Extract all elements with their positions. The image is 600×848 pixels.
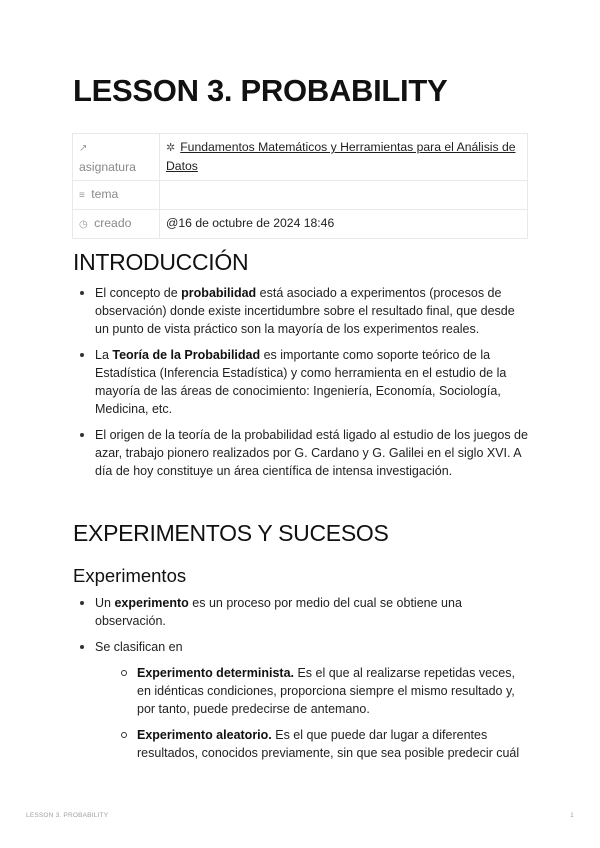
property-key-label: tema xyxy=(91,187,119,201)
properties-table xyxy=(72,133,528,239)
experiment-types-list xyxy=(115,664,528,762)
list-item: La Teoría de la Probabilidad es importante como soporte teórico de la Estadística (Inferencia Estadística) y como herramienta en el estudio de la mayoría de las áreas de conocimiento: Ingeniería, Economía, Sociología, Medicina, etc. xyxy=(73,346,528,418)
property-key xyxy=(73,181,160,210)
section-heading-experiments: EXPERIMENTOS Y SUCESOS xyxy=(73,520,389,546)
footer-title: LESSON 3. PROBABILITY xyxy=(26,812,109,819)
page-title: LESSON 3. PROBABILITY xyxy=(73,73,448,108)
property-key-label: asignatura xyxy=(79,160,136,174)
subsection-heading-experimentos: Experimentos xyxy=(73,565,187,586)
property-key xyxy=(73,210,160,239)
property-row-asignatura xyxy=(73,134,528,181)
sparkle-icon: ✲ xyxy=(166,142,176,154)
property-value[interactable] xyxy=(160,181,528,210)
intro-bullet-list xyxy=(73,284,528,488)
clock-icon: ◷ xyxy=(79,219,88,230)
subject-link[interactable]: Fundamentos Matemáticos y Herramientas para el Análisis de Datos xyxy=(166,140,516,173)
list-item: Un experimento es un proceso por medio del cual se obtiene una observación. xyxy=(73,594,528,630)
list-item: Experimento aleatorio. Es el que puede dar lugar a diferentes resultados, conocidos previamente, sin que sea posible predecir cuál xyxy=(115,726,528,762)
list-item: El origen de la teoría de la probabilidad está ligado al estudio de los juegos de azar, trabajo pionero realizados por G. Cardano y G. Galilei en el siglo XVI. A día de hoy constituye un área científica de intensa investigación. xyxy=(73,426,528,480)
property-value-date: @16 de octubre de 2024 18:46 xyxy=(160,210,528,239)
list-item: Se clasifican en Experimento determinista. Es el que al realizarse repetidas veces, en idénticas condiciones, proporciona siempre el mismo resultado y, por tanto, puede predecirse de antemano. Experimento aleatorio. Es el que puede dar lugar a diferentes resultados, conocidos previamente, sin que sea posible predecir cuál xyxy=(73,638,528,762)
list-item: Experimento determinista. Es el que al realizarse repetidas veces, en idénticas condiciones, proporciona siempre el mismo resultado y, por tanto, puede predecirse de antemano. xyxy=(115,664,528,718)
experiments-bullet-list xyxy=(73,594,528,770)
property-row-tema xyxy=(73,181,528,210)
property-key xyxy=(73,134,160,181)
page-footer xyxy=(26,812,574,819)
section-heading-intro: INTRODUCCIÓN xyxy=(73,249,249,275)
list-icon: ≡ xyxy=(79,190,85,201)
list-item: El concepto de probabilidad está asociado a experimentos (procesos de observación) donde existe incertidumbre sobre el resultado final, que desde un punto de vista práctico son la mayoría de los experimentos reales. xyxy=(73,284,528,338)
property-value xyxy=(160,134,528,181)
property-row-creado xyxy=(73,210,528,239)
page-number: 1 xyxy=(570,812,574,819)
property-key-label: creado xyxy=(94,216,132,230)
relation-arrow-icon: ↗ xyxy=(79,143,88,154)
